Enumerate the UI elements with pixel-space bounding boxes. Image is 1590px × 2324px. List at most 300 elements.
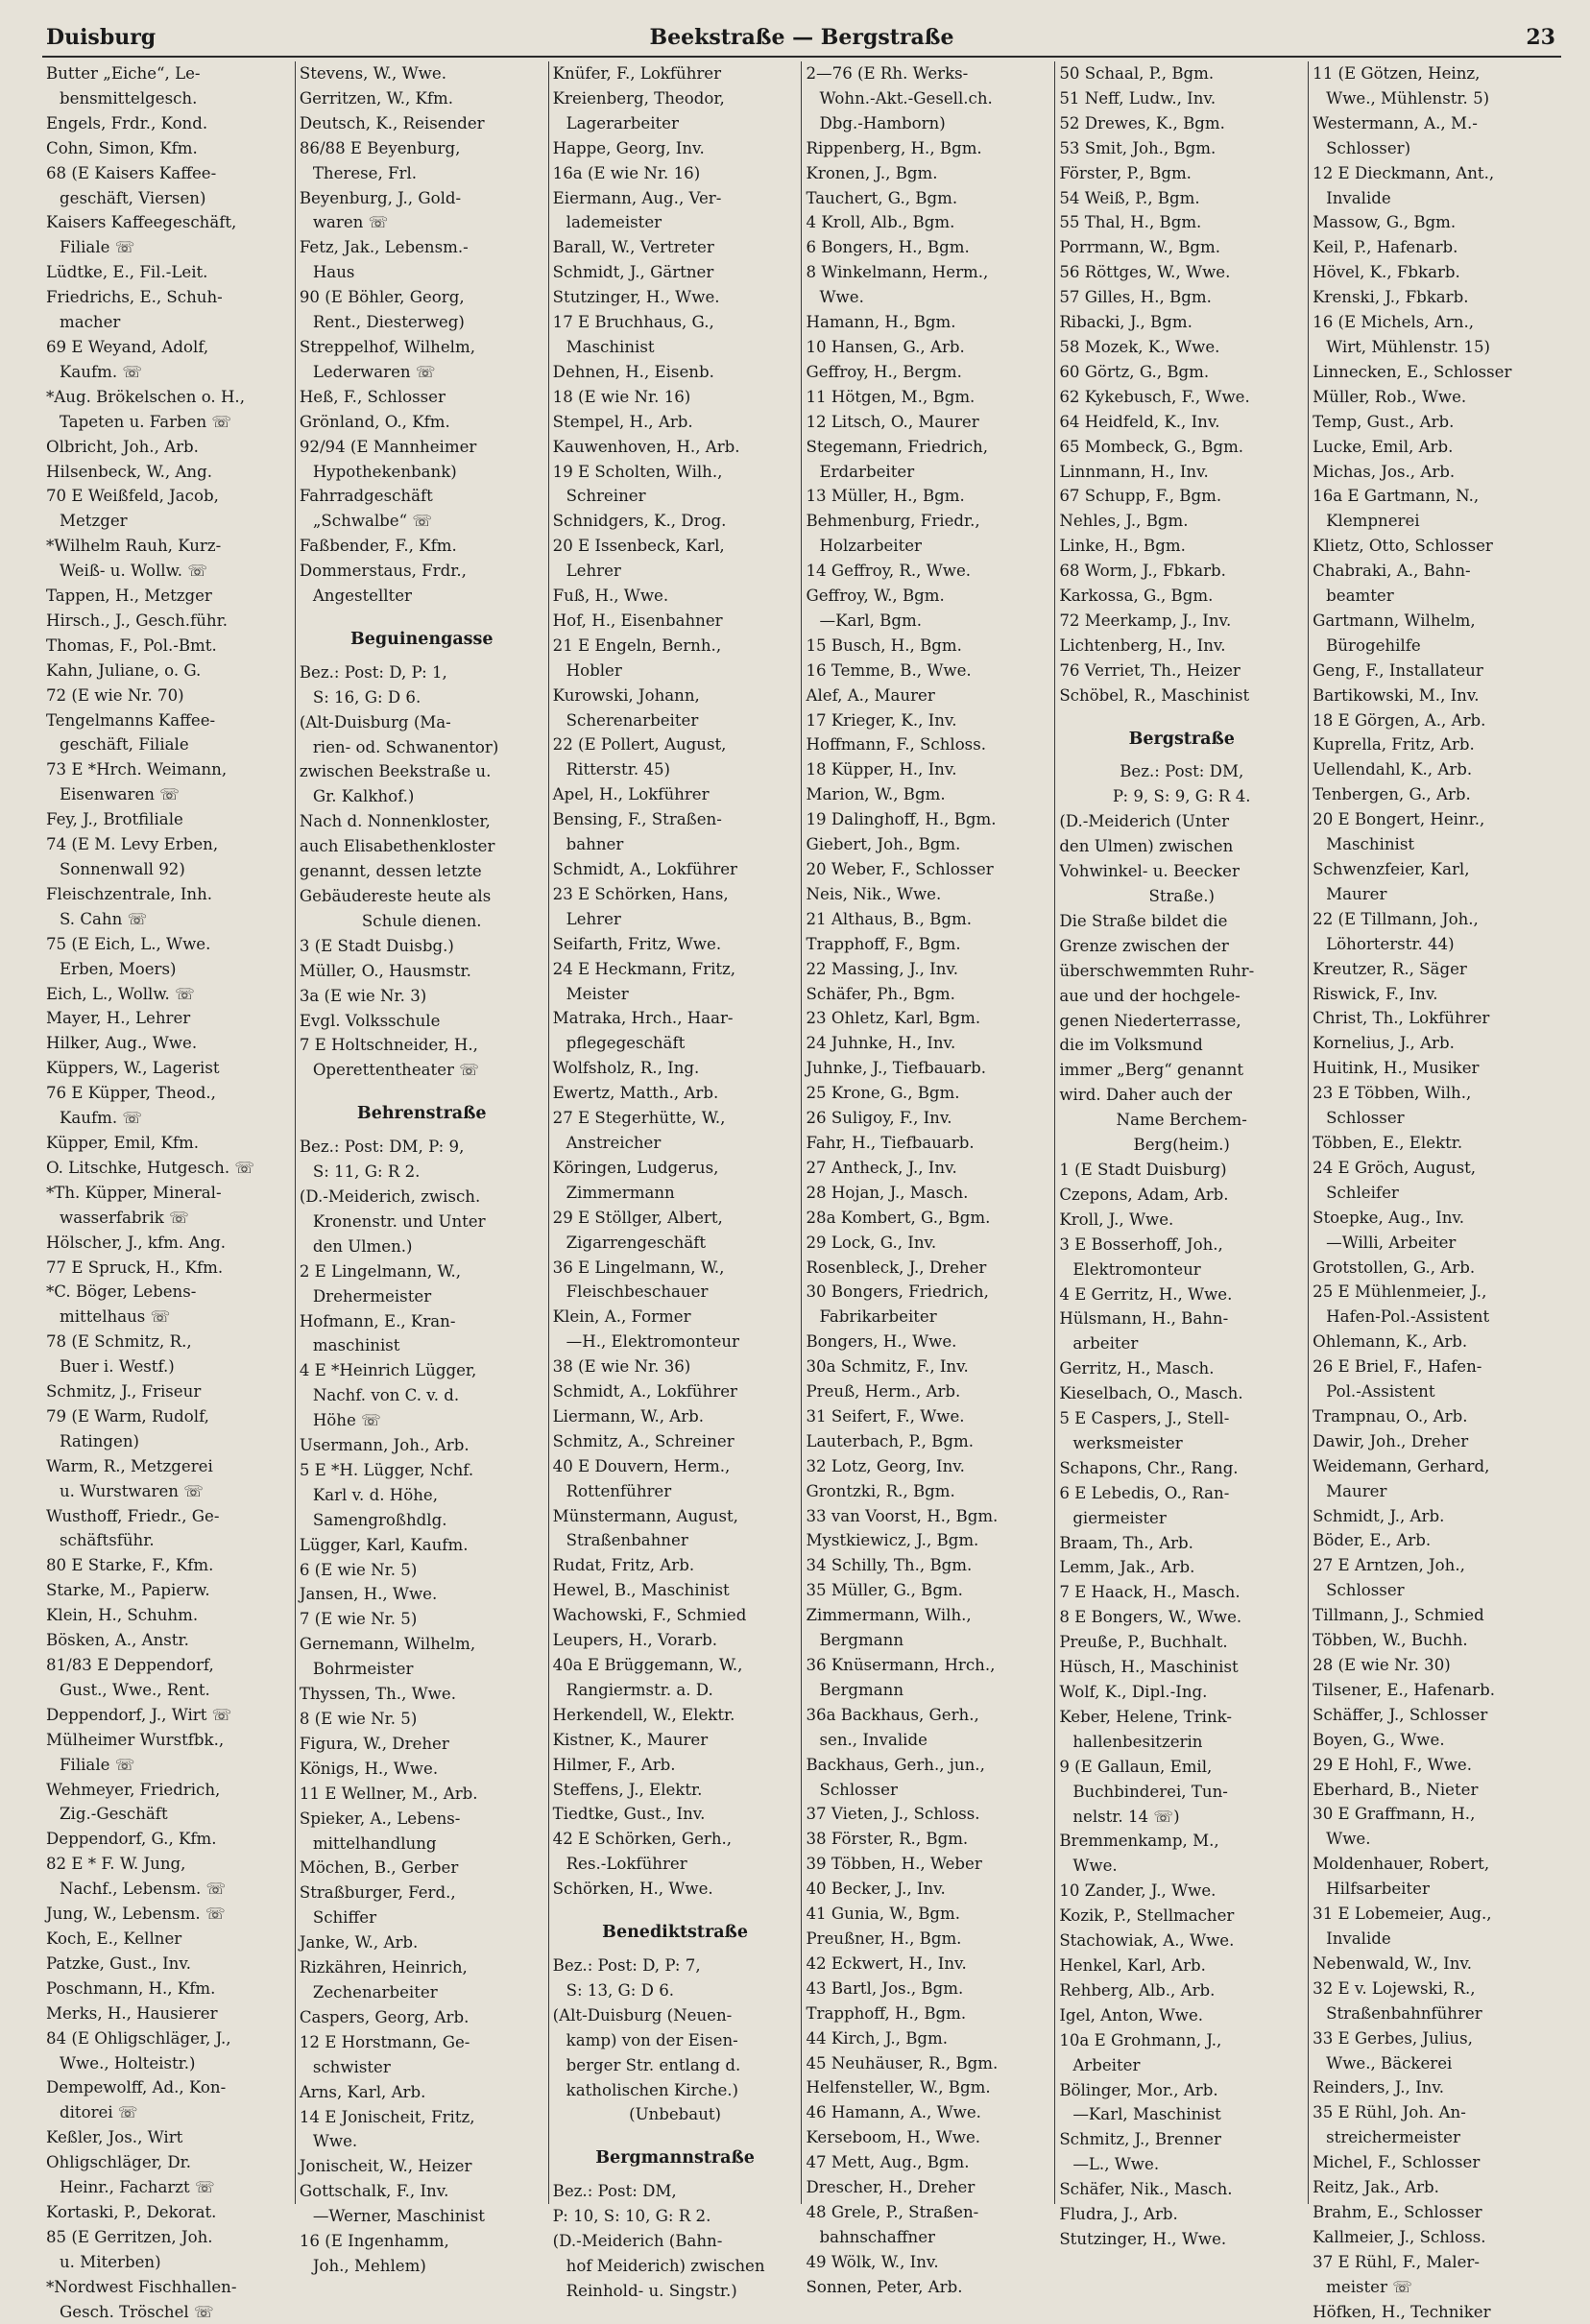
directory-line: 8 (E wie Nr. 5) [299,1710,418,1728]
entry-continuation: Hafen-Pol.-Assistent [1326,1307,1490,1327]
directory-line: Kortaski, P., Dekorat. [46,2202,217,2221]
directory-line: 43 Bartl, Jos., Bgm. [806,1978,964,1998]
directory-line: Rehberg, Alb., Arb. [1059,1980,1216,2000]
directory-line: 46 Hamann, A., Wwe. [806,2103,981,2122]
directory-line: 45 Neuhäuser, R., Bgm. [806,2053,999,2072]
entry-continuation: Meister [566,984,629,1003]
entry-continuation: Rangiermstr. a. D. [566,1680,713,1699]
directory-line: 52 Drewes, K., Bgm. [1059,113,1225,132]
directory-line: Trampnau, O., Arb. [1313,1406,1468,1426]
directory-line: Giebert, Joh., Bgm. [806,835,961,854]
entry-continuation: Wwe., Bäckerei [1326,2053,1453,2072]
directory-line: Stegemann, Friedrich, [806,437,989,456]
directory-line: 57 Gilles, H., Bgm. [1059,288,1212,307]
entry-continuation: Rent., Diesterweg) [312,313,465,332]
street-heading: Bergstraße [1128,729,1235,749]
directory-line: (D.-Meiderich (Unter [1059,812,1230,831]
column-1 [42,61,296,2321]
directory-line: 54 Weiß, P., Bgm. [1059,188,1200,207]
entry-continuation: ditorei ☏ [60,2103,138,2122]
entry-continuation: rien- od. Schwanentor) [312,737,499,756]
directory-line: 18 E Görgen, A., Arb. [1313,710,1486,730]
directory-line: Gottschalk, F., Inv. [299,2182,449,2201]
directory-line: 73 E *Hrch. Weimann, [46,760,228,779]
directory-line: 13 Müller, H., Bgm. [806,487,965,506]
entry-continuation: Schleifer [1326,1183,1399,1202]
directory-line: 28 Hojan, J., Masch. [806,1183,969,1202]
page-number: 23 [1526,25,1555,50]
directory-line: Kaisers Kaffeegeschäft, [46,213,237,232]
entry-continuation: Operettentheater ☏ [312,1061,479,1080]
directory-line: Wolfsholz, R., Ing. [552,1059,700,1078]
entry-continuation: lademeister [566,213,662,232]
entry-continuation: berger Str. entlang d. [566,2055,741,2074]
directory-line: Köringen, Ludgerus, [552,1158,719,1177]
directory-line: Stempel, H., Arb. [552,412,693,431]
directory-line: Name Berchem- [1116,1111,1247,1130]
entry-continuation: Karl v. d. Höhe, [312,1485,439,1504]
entry-continuation: Wohn.-Akt.-Gesell.ch. [819,88,993,108]
directory-line: Kozik, P., Stellmacher [1059,1906,1235,1926]
entry-continuation: Holzarbeiter [819,537,922,556]
directory-line: Eiermann, Aug., Ver- [552,188,722,207]
directory-line: Janke, W., Arb. [299,1933,419,1953]
directory-line: 16a (E wie Nr. 16) [552,163,701,182]
directory-line: Herkendell, W., Elektr. [552,1705,735,1724]
directory-line: Backhaus, Gerh., jun., [806,1755,985,1774]
directory-line: Küpper, Emil, Kfm. [46,1133,200,1152]
directory-line: Arns, Karl, Arb. [299,2082,426,2101]
entry-continuation: bahner [566,835,624,854]
directory-line: 40 Becker, J., Inv. [806,1880,946,1899]
directory-line: 10 Hansen, G., Arb. [806,337,965,356]
directory-line: 60 Görtz, G., Bgm. [1059,362,1210,381]
directory-line: Fetz, Jak., Lebensm.- [299,238,469,257]
directory-line: Fahrradgeschäft [299,487,433,506]
directory-line: Geffroy, W., Bgm. [806,587,945,606]
entry-continuation: —Willi, Arbeiter [1326,1233,1457,1252]
entry-continuation: Anstreicher [566,1133,662,1152]
entry-continuation: Klempnerei [1326,512,1420,531]
directory-line: *C. Böger, Lebens- [46,1282,197,1302]
entry-continuation: Lehrer [566,909,621,928]
directory-line: Schöbel, R., Maschinist [1059,685,1250,705]
directory-line: Rippenberg, H., Bgm. [806,138,982,157]
entry-continuation: Metzger [60,512,128,531]
directory-line: Christ, Th., Lokführer [1313,1009,1490,1028]
entry-continuation: Joh., Mehlem) [312,2256,426,2275]
directory-line: 90 (E Böhler, Georg, [299,288,465,307]
directory-line: Bensing, F., Straßen- [552,810,722,829]
entry-continuation: Lagerarbeiter [566,113,679,132]
directory-line: Kerseboom, H., Wwe. [806,2128,981,2147]
directory-line: Trapphoff, H., Bgm. [806,2003,967,2023]
directory-line: 21 Althaus, B., Bgm. [806,909,973,928]
directory-line: Kallmeier, J., Schloss. [1313,2227,1486,2246]
directory-line: Uellendahl, K., Arb. [1313,760,1473,779]
entry-continuation: Fabrikarbeiter [819,1307,937,1327]
directory-line: Marion, W., Bgm. [806,785,946,804]
directory-line: 36 E Lingelmann, W., [552,1258,725,1277]
directory-line: Fleischzentrale, Inh. [46,884,213,903]
directory-line: 6 Bongers, H., Bgm. [806,238,970,257]
directory-line: Streppelhof, Wilhelm, [299,337,475,356]
directory-line: Poschmann, H., Kfm. [46,1978,216,1998]
directory-line: Schäfer, Ph., Bgm. [806,984,955,1003]
directory-line: 77 E Spruck, H., Kfm. [46,1258,224,1277]
directory-line: Stutzinger, H., Wwe. [552,288,720,307]
entry-continuation: Straßenbahnführer [1326,2003,1482,2023]
directory-line: 23 Ohletz, Karl, Bgm. [806,1009,981,1028]
directory-line: 2—76 (E Rh. Werks- [806,64,969,83]
directory-line: 21 E Engeln, Bernh., [552,635,722,655]
directory-line: Linke, H., Bgm. [1059,537,1186,556]
directory-line: 20 Weber, F., Schlosser [806,860,994,878]
entry-continuation: Schiffer [312,1908,377,1928]
directory-line: Eberhard, B., Nieter [1313,1780,1479,1799]
directory-line: 35 E Rühl, Joh. An- [1313,2103,1466,2122]
directory-line: Hof, H., Eisenbahner [552,611,723,630]
entry-continuation: Drehermeister [312,1286,432,1306]
directory-line: Deppendorf, G., Kfm. [46,1830,217,1849]
entry-continuation: schäftsführ. [60,1531,155,1550]
entry-continuation: Angestellter [312,587,412,606]
entry-continuation: Bergmann [819,1631,904,1650]
directory-line: Faßbender, F., Kfm. [299,537,457,556]
directory-line: Kronen, J., Bgm. [806,163,938,182]
entry-continuation: S: 11, G: R 2. [312,1162,421,1182]
entry-continuation: Hobler [566,660,622,680]
directory-line: Linnecken, E., Schlosser [1313,362,1512,381]
directory-line: Wehmeyer, Friedrich, [46,1780,221,1799]
directory-line: Neis, Nik., Wwe. [806,884,942,903]
directory-line: 37 Vieten, J., Schloss. [806,1805,980,1824]
entry-continuation: Filiale ☏ [60,1755,135,1774]
entry-continuation: Wirt, Mühlenstr. 15) [1326,337,1490,356]
directory-line: 19 Dalinghoff, H., Bgm. [806,810,997,829]
directory-line: Steffens, J., Elektr. [552,1780,703,1799]
directory-line: 40 E Douvern, Herm., [552,1456,731,1475]
directory-line: 28 (E wie Nr. 30) [1313,1656,1451,1674]
directory-line: Bösken, A., Anstr. [46,1631,189,1650]
directory-line: Nehles, J., Bgm. [1059,512,1189,531]
directory-line: Hölscher, J., kfm. Ang. [46,1233,226,1252]
entry-continuation: bensmittelgesch. [60,88,198,108]
directory-line: Stachowiak, A., Wwe. [1059,1931,1235,1951]
directory-line: Tilsener, E., Hafenarb. [1313,1680,1495,1699]
directory-line: (Unbebaut) [629,2105,722,2124]
entry-continuation: Zig.-Geschäft [60,1805,168,1824]
entry-continuation: katholischen Kirche.) [566,2080,739,2099]
directory-line: 44 Kirch, J., Bgm. [806,2028,949,2048]
directory-line: 10 Zander, J., Wwe. [1059,1881,1217,1901]
directory-line: 20 E Bongert, Heinr., [1313,810,1485,829]
directory-line: 92/94 (E Mannheimer [299,437,477,456]
directory-line: Nach d. Nonnenkloster, [299,812,491,831]
directory-line: 67 Schupp, F., Bgm. [1059,487,1222,506]
entry-continuation: kamp) von der Eisen- [566,2030,738,2049]
directory-line: 65 Mombeck, G., Bgm. [1059,437,1244,456]
directory-line: Hirsch., J., Gesch.führ. [46,611,228,630]
directory-line: 29 E Stöllger, Albert, [552,1208,723,1227]
directory-line: 85 (E Gerritzen, Joh. [46,2227,213,2246]
entry-continuation: Ritterstr. 45) [566,760,670,779]
entry-continuation: Wwe., Holteistr.) [60,2053,196,2072]
directory-line: wird. Daher auch der [1059,1086,1233,1105]
entry-continuation: Hilfsarbeiter [1326,1880,1430,1899]
directory-line: Friedrichs, E., Schuh- [46,288,223,307]
entry-continuation: Buchbinderei, Tun- [1072,1782,1228,1801]
directory-line: 41 Gunia, W., Bgm. [806,1905,961,1924]
directory-line: Eich, L., Wollw. ☏ [46,984,195,1003]
entry-continuation: werksmeister [1072,1433,1183,1452]
directory-line: Zimmermann, Wilh., [806,1606,972,1625]
directory-line: Preuß, Herm., Arb. [806,1382,961,1402]
entry-continuation: Wwe. [1326,1830,1371,1849]
entry-continuation: —Karl, Maschinist [1072,2105,1221,2124]
directory-line: 24 Juhnke, H., Inv. [806,1034,956,1053]
directory-line: Mülheimer Wurstfbk., [46,1730,225,1749]
column-3 [549,61,803,2300]
directory-line: Preuße, P., Buchhalt. [1059,1633,1228,1652]
directory-line: 25 E Mühlenmeier, J., [1313,1282,1487,1302]
directory-line: Spieker, A., Lebens- [299,1809,461,1828]
directory-line: 15 Busch, H., Bgm. [806,635,962,655]
directory-line: 16 Temme, B., Wwe. [806,660,972,680]
directory-line: Bez.: Post: DM, [1120,762,1244,781]
directory-line: 33 van Voorst, H., Bgm. [806,1506,999,1525]
entry-continuation: Schlosser [1326,1109,1405,1128]
entry-continuation: S: 16, G: D 6. [312,687,422,707]
directory-line: 19 E Scholten, Wilh., [552,462,723,481]
directory-line: (Alt-Duisburg (Ma- [299,712,451,731]
directory-line: Huitink, H., Musiker [1313,1059,1480,1078]
entry-continuation: Therese, Frl. [312,163,418,182]
entry-continuation: mittelhaus ☏ [60,1307,171,1327]
entry-continuation: Nachf., Lebensm. ☏ [60,1880,227,1899]
directory-line: Dempewolff, Ad., Kon- [46,2078,227,2097]
directory-line: 26 Suligoy, F., Inv. [806,1109,952,1128]
directory-line: 75 (E Eich, L., Wwe. [46,934,211,953]
entry-continuation: Wwe., Mühlenstr. 5) [1326,88,1490,108]
entry-continuation: Fleischbeschauer [566,1282,709,1302]
directory-line: 32 Lotz, Georg, Inv. [806,1456,965,1475]
directory-line: 32 E v. Lojewski, R., [1313,1978,1476,1998]
directory-line: Kauwenhoven, H., Arb. [552,437,740,456]
entry-continuation: Maschinist [1326,835,1415,854]
directory-line: Höfken, H., Techniker [1313,2302,1491,2321]
entry-continuation: Gust., Wwe., Rent. [60,1680,210,1699]
directory-line: Schmidt, A., Lokführer [552,860,737,878]
directory-line: Fey, J., Brotfiliale [46,810,183,829]
directory-line: 76 Verriet, Th., Heizer [1059,660,1241,680]
directory-line: Schmidt, J., Arb. [1313,1506,1445,1525]
directory-line: 16 (E Michels, Arn., [1313,313,1475,332]
column-4 [802,61,1055,2296]
directory-line: Trapphoff, F., Bgm. [806,934,961,953]
directory-line: 78 (E Schmitz, R., [46,1332,192,1352]
directory-line: Geffroy, H., Bergm. [806,362,962,381]
directory-line: Bez.: Post: D, P: 7, [552,1955,701,1975]
directory-line: Bremmenkamp, M., [1059,1832,1219,1851]
entry-continuation: u. Wurstwaren ☏ [60,1481,204,1500]
directory-line: Ohligschläger, Dr. [46,2153,192,2172]
entry-continuation: „Schwalbe“ ☏ [312,512,433,531]
directory-line: 8 E Bongers, W., Wwe. [1059,1608,1242,1627]
entry-continuation: meister ☏ [1326,2277,1412,2296]
entry-continuation: Heinr., Facharzt ☏ [60,2178,215,2197]
directory-line: 16a E Gartmann, N., [1313,487,1480,506]
directory-line: immer „Berg“ genannt [1059,1061,1244,1080]
directory-line: Rudat, Fritz, Arb. [552,1556,695,1575]
directory-line: (D.-Meiderich, zwisch. [299,1186,481,1206]
entry-continuation: Dbg.-Hamborn) [819,113,946,132]
directory-line: Porrmann, W., Bgm. [1059,238,1221,257]
directory-line: 27 E Stegerhütte, W., [552,1109,726,1128]
entry-continuation: den Ulmen.) [312,1236,413,1256]
directory-line: Schmitz, J., Brenner [1059,2130,1221,2149]
directory-line: Lemm, Jak., Arb. [1059,1558,1195,1577]
directory-line: Keßler, Jos., Wirt [46,2128,183,2147]
page-header [42,17,1561,58]
directory-line: 11 (E Götzen, Heinz, [1313,64,1481,83]
directory-line: 40a E Brüggemann, W., [552,1656,743,1674]
directory-line: Hülsmann, H., Bahn- [1059,1309,1229,1329]
directory-line: 81/83 E Deppendorf, [46,1656,214,1674]
directory-line: Bongers, H., Wwe. [806,1332,957,1352]
directory-line: Schäfer, Nik., Masch. [1059,2180,1233,2199]
directory-line: 22 (E Tillmann, Joh., [1313,909,1479,928]
entry-continuation: beamter [1326,587,1394,606]
entry-continuation: Erben, Moers) [60,959,177,978]
directory-line: 5 E Caspers, J., Stell- [1059,1409,1230,1428]
directory-line: Temp, Gust., Arb. [1313,412,1455,431]
directory-line: 68 Worm, J., Fbkarb. [1059,562,1226,581]
directory-line: Helfensteller, W., Bgm. [806,2078,991,2097]
directory-line: Michas, Jos., Arb. [1313,462,1456,481]
entry-continuation: Zechenarbeiter [312,1982,438,2001]
directory-line: 25 Krone, G., Bgm. [806,1084,960,1103]
directory-line: Tiedtke, Gust., Inv. [552,1805,706,1824]
entry-continuation: Reinhold- u. Singstr.) [566,2281,737,2300]
directory-line: Hewel, B., Maschinist [552,1581,730,1600]
directory-line: 30a Schmitz, F., Inv. [806,1357,969,1377]
directory-line: 34 Schilly, Th., Bgm. [806,1556,973,1575]
directory-line: Müller, O., Hausmstr. [299,961,471,980]
directory-line: Jansen, H., Wwe. [299,1585,438,1604]
directory-line: Küppers, W., Lagerist [46,1059,220,1078]
directory-line: Deppendorf, J., Wirt ☏ [46,1705,232,1724]
directory-line: Böder, E., Arb. [1313,1531,1432,1550]
directory-line: 48 Grele, P., Straßen- [806,2202,979,2221]
entry-continuation: Löhorterstr. 44) [1326,934,1455,953]
directory-line: Heß, F., Schlosser [299,387,446,406]
directory-line: 49 Wölk, W., Inv. [806,2252,939,2271]
entry-continuation: wasserfabrik ☏ [60,1208,189,1227]
directory-line: 12 E Dieckmann, Ant., [1313,163,1495,182]
directory-line: 7 E Haack, H., Masch. [1059,1583,1241,1602]
directory-line: 3 (E Stadt Duisbg.) [299,936,454,955]
directory-line: 14 Geffroy, R., Wwe. [806,562,972,581]
entry-continuation: Lehrer [566,562,621,581]
directory-line: Gebäudereste heute als [299,887,492,905]
directory-line: Beyenburg, J., Gold- [299,188,462,207]
directory-line: Massow, G., Bgm. [1313,213,1457,232]
directory-line: 42 E Schörken, Gerh., [552,1830,733,1849]
directory-line: 30 Bongers, Friedrich, [806,1282,989,1302]
entry-continuation: Sonnenwall 92) [60,860,185,878]
entry-continuation: Haus [312,263,355,282]
entry-continuation: Zigarrengeschäft [566,1233,707,1252]
directory-line: genannt, dessen letzte [299,862,482,881]
directory-line: Weidemann, Gerhard, [1313,1456,1490,1475]
entry-continuation: Ratingen) [60,1431,140,1450]
directory-line: Caspers, Georg, Arb. [299,2007,470,2026]
directory-line: Klein, H., Schuhm. [46,1606,199,1625]
directory-line: Wachowski, F., Schmied [552,1606,747,1625]
entry-continuation: Invalide [1326,188,1391,207]
directory-line: Rosenbleck, J., Dreher [806,1258,987,1277]
directory-line: 16 (E Ingenhamm, [299,2232,449,2251]
entry-continuation: S: 13, G: D 6. [566,1980,675,2000]
directory-line: 27 E Arntzen, Joh., [1313,1556,1465,1575]
directory-line: Wusthoff, Friedr., Ge- [46,1506,220,1525]
directory-line: Klietz, Otto, Schlosser [1313,537,1493,556]
directory-line: 47 Mett, Aug., Bgm. [806,2153,970,2172]
column-6 [1309,61,1561,2321]
directory-line: Gernemann, Wilhelm, [299,1635,476,1654]
entry-continuation: Bürogehilfe [1326,635,1421,655]
directory-line: Barall, W., Vertreter [552,238,714,257]
directory-line: Schmidt, J., Gärtner [552,263,714,282]
directory-line: Alef, A., Maurer [806,685,935,705]
directory-line: Lucke, Emil, Arb. [1313,437,1454,456]
directory-line: Apel, H., Lokführer [552,785,710,804]
directory-line: 79 (E Warm, Rudolf, [46,1406,209,1426]
directory-line: Fuß, H., Wwe. [552,587,669,606]
entry-continuation: Schreiner [566,487,646,506]
directory-line: Kreutzer, R., Säger [1313,959,1467,978]
directory-line: Preußner, H., Bgm. [806,1929,962,1948]
directory-line: Moldenhauer, Robert, [1313,1855,1490,1874]
directory-line: auch Elisabethenkloster [299,837,495,856]
directory-line: O. Litschke, Hutgesch. ☏ [46,1158,255,1177]
directory-line: Keil, P., Hafenarb. [1313,238,1458,257]
directory-line: 23 E Schörken, Hans, [552,884,729,903]
directory-line: Thomas, F., Pol.-Bmt. [46,635,217,655]
entry-continuation: Lederwaren ☏ [312,362,436,381]
directory-line: Igel, Anton, Wwe. [1059,2005,1204,2025]
directory-line: P: 9, S: 9, G: R 4. [1112,787,1251,806]
directory-line: Happe, Georg, Inv. [552,138,705,157]
directory-line: Grönland, O., Kfm. [299,412,450,431]
directory-line: 36a Backhaus, Gerh., [806,1705,979,1724]
directory-line: Seifarth, Fritz, Wwe. [552,934,722,953]
directory-line: Berg(heim.) [1133,1136,1230,1155]
directory-line: Tillmann, J., Schmied [1313,1606,1484,1625]
directory-line: 12 Litsch, O., Maurer [806,412,979,431]
directory-line: Lauterbach, P., Bgm. [806,1431,975,1450]
directory-line: Krenski, J., Fbkarb. [1313,288,1469,307]
directory-line: Schäffer, J., Schlosser [1313,1705,1488,1724]
entry-continuation: pflegegeschäft [566,1034,686,1053]
directory-line: *Aug. Brökelschen o. H., [46,387,245,406]
directory-line: Hofmann, E., Kran- [299,1311,456,1330]
directory-line: Hövel, K., Fbkarb. [1313,263,1460,282]
directory-line: Kistner, K., Maurer [552,1730,709,1749]
directory-line: 3 E Bosserhoff, Joh., [1059,1234,1223,1254]
entry-continuation: Kaufm. ☏ [60,1109,143,1128]
